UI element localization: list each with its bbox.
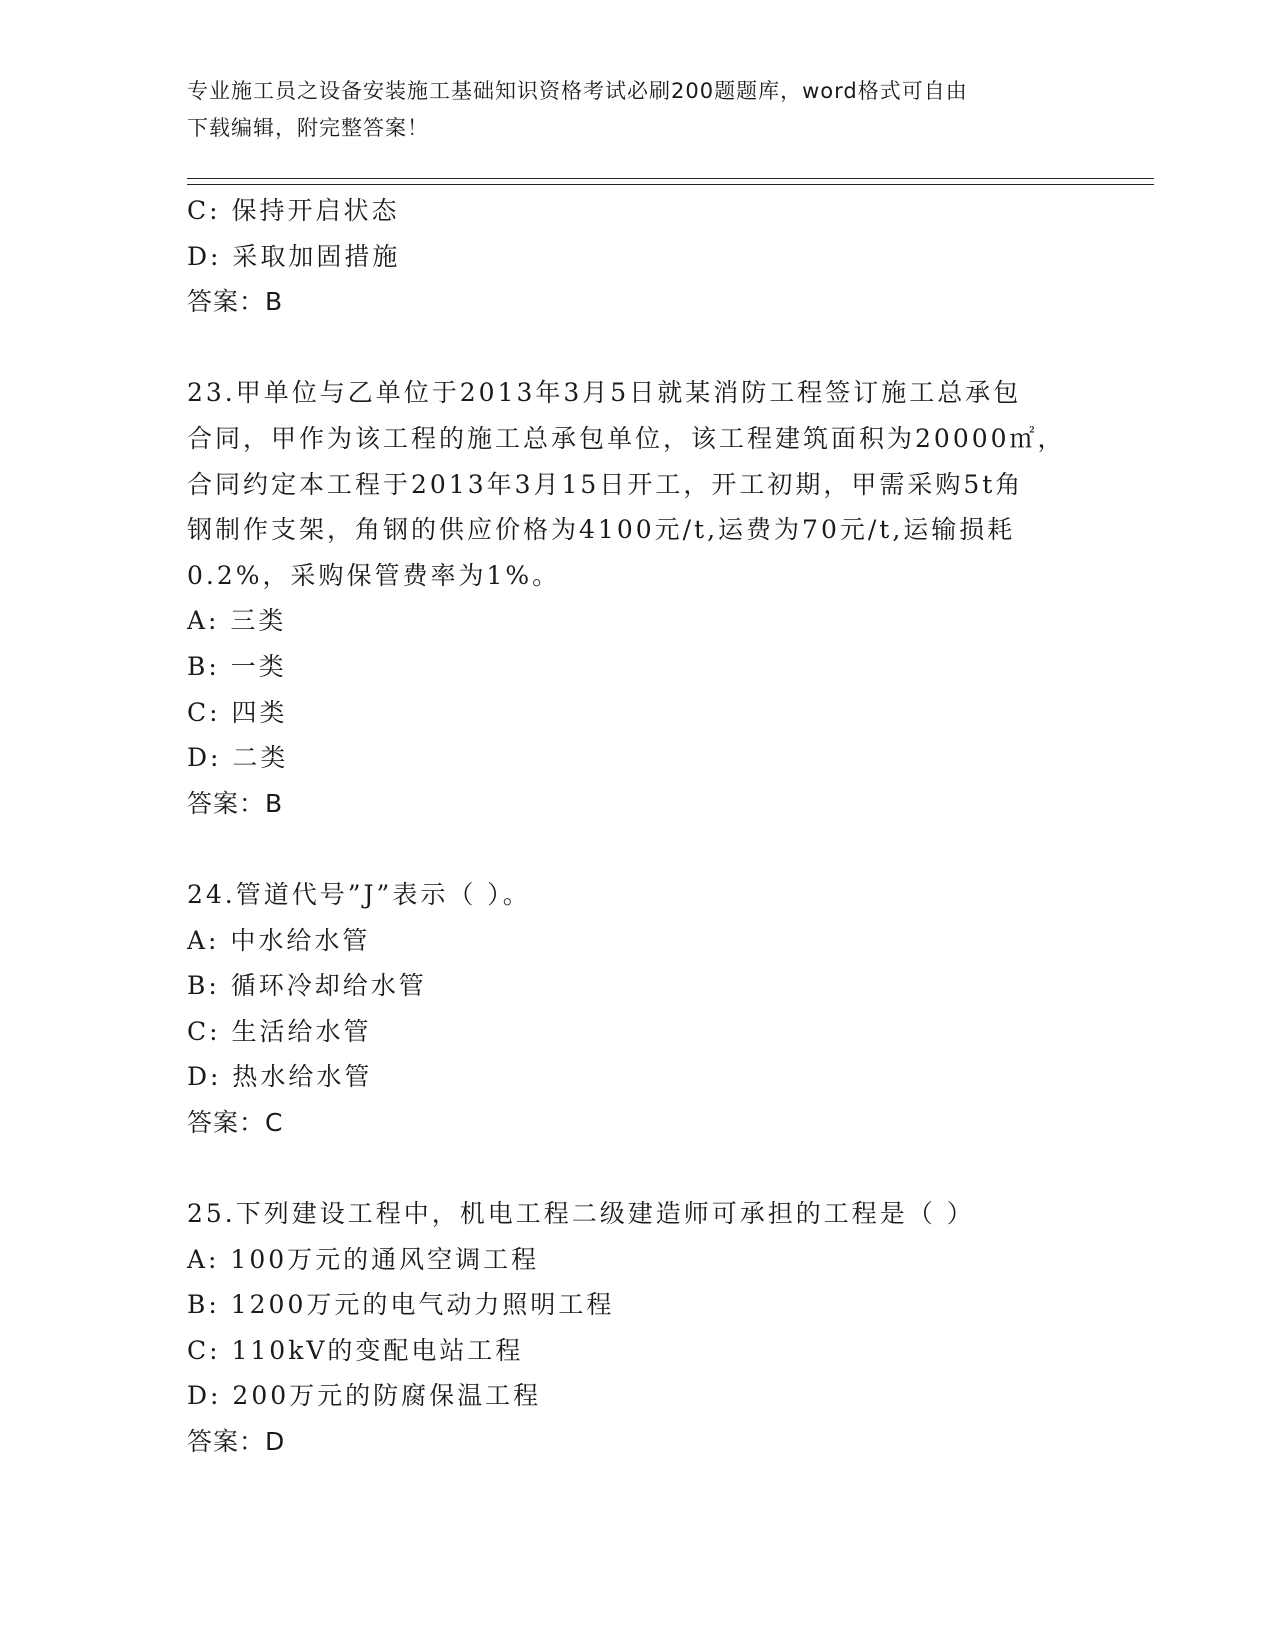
- option-d: D: 200万元的防腐保温工程: [187, 1381, 542, 1411]
- question-stem-line: 23.甲单位与乙单位于2013年3月5日就某消防工程签订施工总承包: [187, 378, 1022, 408]
- option-a: A: 100万元的通风空调工程: [187, 1244, 540, 1274]
- option-d: D: 二类: [187, 743, 289, 773]
- option-b: B: 一类: [187, 651, 287, 681]
- answer-line: 答案：D: [187, 1427, 286, 1457]
- question-stem-line: 合同约定本工程于2013年3月15日开工，开工初期，甲需采购5t角: [187, 469, 1024, 499]
- option-b: B: 1200万元的电气动力照明工程: [187, 1290, 615, 1320]
- answer-line: 答案：C: [187, 1107, 284, 1137]
- question-22-tail: [187, 188, 1087, 325]
- question-stem-line: 钢制作支架，角钢的供应价格为4100元/t,运费为70元/t,运输损耗: [187, 515, 1016, 545]
- question-spacer: [187, 325, 1087, 371]
- question-25: [187, 1191, 1087, 1465]
- option-b: B: 循环冷却给水管: [187, 971, 427, 1001]
- header-line-2: 下载编辑，附完整答案！: [187, 116, 429, 140]
- question-stem-line: 0.2%，采购保管费率为1%。: [187, 560, 561, 590]
- option-d: D: 采取加固措施: [187, 241, 401, 271]
- question-stem-line: 24.管道代号”J”表示（ ）。: [187, 879, 531, 909]
- option-c: C: 生活给水管: [187, 1016, 372, 1046]
- question-spacer: [187, 826, 1087, 872]
- answer-line: 答案：B: [187, 287, 284, 317]
- question-list: [187, 188, 1087, 1465]
- document-header: [187, 73, 1067, 147]
- question-stem-line: 25.下列建设工程中，机电工程二级建造师可承担的工程是（ ）: [187, 1199, 975, 1229]
- answer-line: 答案：B: [187, 788, 284, 818]
- header-divider-top: [187, 178, 1154, 179]
- option-a: A: 中水给水管: [187, 925, 371, 955]
- question-23: [187, 370, 1087, 826]
- header-divider-bottom: [187, 184, 1154, 185]
- option-a: A: 三类: [187, 606, 287, 636]
- option-c: C: 保持开启状态: [187, 196, 400, 225]
- option-d: D: 热水给水管: [187, 1062, 373, 1092]
- question-24: [187, 872, 1087, 1146]
- option-c: C: 110kV的变配电站工程: [187, 1335, 524, 1365]
- option-c: C: 四类: [187, 697, 288, 727]
- question-spacer: [187, 1145, 1087, 1191]
- header-line-1: 专业施工员之设备安装施工基础知识资格考试必刷200题题库，word格式可自由: [187, 79, 968, 103]
- question-stem-line: 合同，甲作为该工程的施工总承包单位，该工程建筑面积为20000㎡，: [187, 423, 1066, 453]
